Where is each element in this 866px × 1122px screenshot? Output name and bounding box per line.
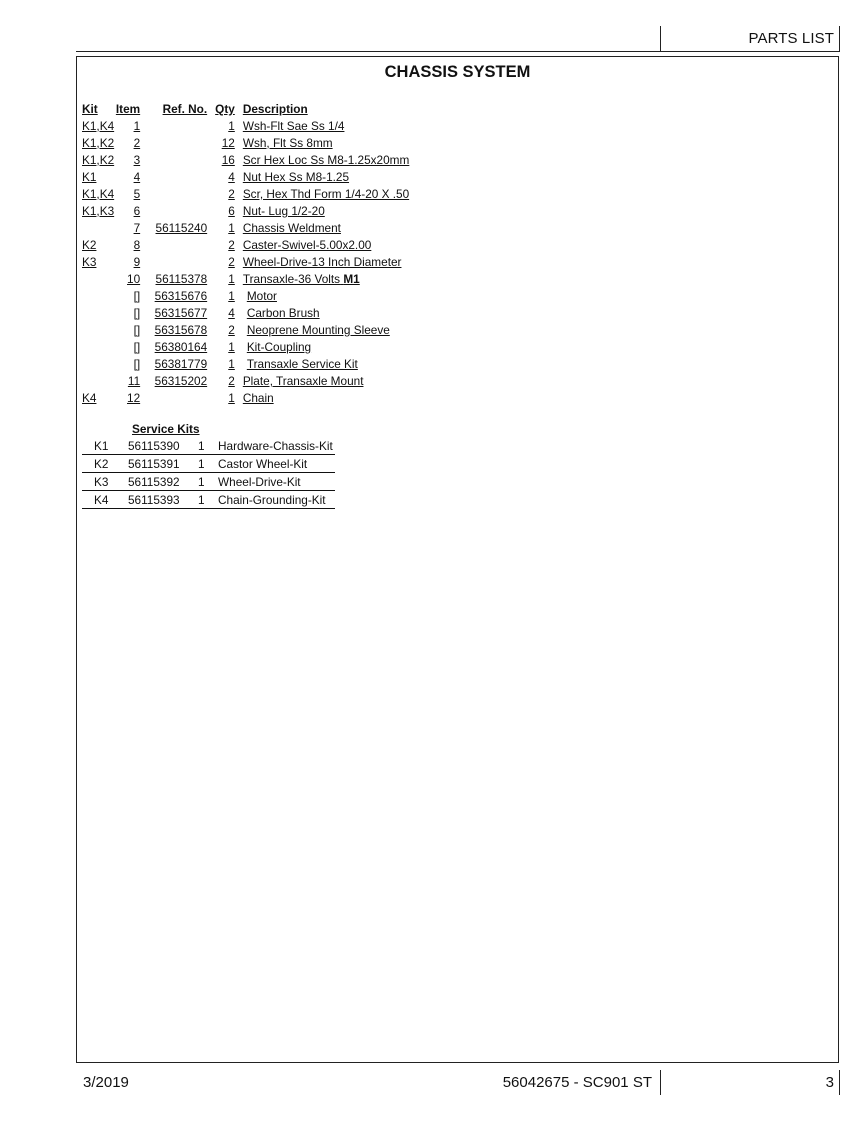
service-kit-description: Hardware-Chassis-Kit: [218, 439, 333, 453]
part-ref-number: [146, 117, 215, 134]
part-item: []: [133, 323, 141, 337]
part-description: [243, 219, 410, 236]
part-description: [243, 202, 410, 219]
col-qty: Qty: [215, 102, 235, 116]
part-qty: 1: [228, 221, 235, 235]
part-item: 11: [127, 374, 141, 388]
part-ref-number: [146, 168, 215, 185]
part-kit: K4: [82, 391, 97, 405]
section-label: PARTS LIST: [748, 30, 834, 47]
part-qty: 2: [228, 187, 235, 201]
service-kit-id: K1: [82, 437, 124, 455]
part-description-text: Plate, Transaxle Mount: [242, 374, 364, 388]
part-description: [243, 151, 410, 168]
parts-row: [82, 372, 409, 389]
part-ref-number: [146, 389, 215, 406]
part-kit: K1: [82, 170, 97, 184]
service-kit-ref: 56115392: [124, 473, 198, 491]
part-qty: 2: [228, 255, 235, 269]
content-frame: [76, 56, 839, 1063]
part-description: [243, 355, 410, 372]
parts-row: [82, 202, 409, 219]
service-kit-ref: 56115391: [124, 455, 198, 473]
part-callout: M1: [343, 272, 360, 286]
part-qty: 4: [228, 170, 235, 184]
service-kit-qty: 1: [198, 455, 218, 473]
part-description: [243, 321, 410, 338]
part-description-text: Kit-Coupling: [246, 340, 312, 354]
part-kit: K3: [82, 255, 97, 269]
part-kit: K1,K4: [82, 187, 115, 201]
service-kit-description: Wheel-Drive-Kit: [218, 473, 335, 491]
col-ref: Ref. No.: [162, 102, 208, 116]
part-kit: K1,K2: [82, 153, 115, 167]
part-qty: 6: [228, 204, 235, 218]
part-qty: 1: [228, 340, 235, 354]
part-description: [243, 185, 410, 202]
parts-row: [82, 287, 409, 304]
part-ref-number: 56315678: [154, 323, 208, 337]
header-rule: [76, 51, 840, 52]
parts-row: [82, 389, 409, 406]
part-item: 4: [133, 170, 141, 184]
part-description: [243, 389, 410, 406]
part-ref-number: [146, 185, 215, 202]
part-item: 7: [133, 221, 141, 235]
page-number: 3: [825, 1074, 834, 1091]
part-kit: [82, 372, 114, 389]
part-qty: 1: [228, 391, 235, 405]
part-item: []: [133, 289, 141, 303]
part-kit: [82, 219, 114, 236]
part-kit: [82, 304, 114, 321]
parts-row: [82, 338, 409, 355]
part-qty: 1: [228, 289, 235, 303]
part-qty: 2: [228, 238, 235, 252]
part-description-text: Nut Hex Ss M8-1.25: [242, 170, 350, 184]
part-item: 12: [127, 391, 141, 405]
part-kit: [82, 270, 114, 287]
part-ref-number: 56381779: [154, 357, 208, 371]
part-qty: 12: [221, 136, 235, 150]
part-item: []: [133, 357, 141, 371]
footer-edge: [839, 1070, 840, 1095]
service-kit-row: [82, 437, 335, 455]
footer-date: 3/2019: [83, 1074, 129, 1091]
part-description: [243, 253, 410, 270]
parts-row: [82, 236, 409, 253]
part-description-text: Chassis Weldment: [242, 221, 341, 235]
part-ref-number: [146, 236, 215, 253]
part-qty: 2: [228, 323, 235, 337]
col-kit: Kit: [82, 102, 98, 116]
service-kit-id: K4: [82, 491, 124, 509]
service-kit-ref: 56115393: [124, 491, 198, 509]
part-description-text: Scr, Hex Thd Form 1/4-20 X .50: [242, 187, 410, 201]
part-description-text: Neoprene Mounting Sleeve: [246, 323, 390, 337]
parts-row: [82, 185, 409, 202]
service-kit-description: Chain-Grounding-Kit: [218, 491, 335, 509]
service-kit-ref: 56115390: [124, 437, 198, 455]
part-item: 9: [133, 255, 141, 269]
parts-row: [82, 253, 409, 270]
part-description: [243, 304, 410, 321]
parts-row: [82, 219, 409, 236]
part-item: 3: [133, 153, 141, 167]
part-ref-number: [146, 151, 215, 168]
col-desc: Description: [242, 102, 308, 116]
part-item: 2: [133, 136, 141, 150]
part-description: [243, 168, 410, 185]
part-qty: 1: [228, 119, 235, 133]
part-kit: K1,K4: [82, 119, 115, 133]
footer-divider: [660, 1070, 661, 1095]
parts-row: [82, 168, 409, 185]
parts-row: [82, 117, 409, 134]
parts-row: [82, 151, 409, 168]
part-description-text: Wsh, Flt Ss 8mm: [242, 136, 333, 150]
part-kit: [82, 321, 114, 338]
col-item: Item: [115, 102, 141, 116]
part-description: [243, 270, 410, 287]
service-kit-id: K2: [82, 455, 124, 473]
part-ref-number: [146, 134, 215, 151]
part-ref-number: 56115378: [155, 272, 208, 286]
part-qty: 1: [228, 272, 235, 286]
part-description-text: Transaxle-36 Volts: [242, 272, 341, 286]
part-description-text: Wsh-Flt Sae Ss 1/4: [242, 119, 345, 133]
part-ref-number: 56315202: [154, 374, 208, 388]
parts-row: [82, 270, 409, 287]
parts-row: [82, 321, 409, 338]
part-qty: 16: [221, 153, 235, 167]
service-kit-id: K3: [82, 473, 124, 491]
part-description: [243, 236, 410, 253]
parts-row: [82, 304, 409, 321]
parts-body: [82, 117, 409, 406]
service-kit-row: [82, 455, 335, 473]
part-item: 8: [133, 238, 141, 252]
footer-doc-number: 56042675 - SC901 ST: [502, 1074, 652, 1091]
part-ref-number: [146, 253, 215, 270]
part-item: 1: [133, 119, 141, 133]
parts-header-row: [82, 100, 409, 117]
part-ref-number: 56380164: [154, 340, 208, 354]
part-kit: K2: [82, 238, 97, 252]
part-ref-number: 56115240: [155, 221, 208, 235]
part-item: []: [133, 306, 141, 320]
parts-row: [82, 355, 409, 372]
part-description-text: Chain: [242, 391, 274, 405]
page-title: CHASSIS SYSTEM: [384, 63, 531, 81]
part-kit: [82, 338, 114, 355]
part-kit: [82, 287, 114, 304]
parts-table: [82, 100, 409, 406]
service-kit-qty: 1: [198, 437, 218, 455]
part-ref-number: 56315677: [154, 306, 208, 320]
service-kits-title: Service Kits: [132, 422, 200, 436]
part-description-text: Carbon Brush: [246, 306, 320, 320]
part-description: [243, 117, 410, 134]
part-qty: 4: [228, 306, 235, 320]
service-kit-qty: 1: [198, 491, 218, 509]
part-description-text: Scr Hex Loc Ss M8-1.25x20mm: [242, 153, 410, 167]
part-item: []: [133, 340, 141, 354]
service-kits-table: [82, 437, 335, 509]
part-description-text: Motor: [246, 289, 277, 303]
part-description-text: Caster-Swivel-5.00x2.00: [242, 238, 372, 252]
part-description: [243, 338, 410, 355]
part-ref-number: [146, 202, 215, 219]
part-ref-number: 56315676: [154, 289, 208, 303]
service-kit-row: [82, 491, 335, 509]
part-item: 6: [133, 204, 141, 218]
part-description: [243, 287, 410, 304]
part-description: [243, 372, 410, 389]
part-description-text: Wheel-Drive-13 Inch Diameter: [242, 255, 402, 269]
service-kit-description: Castor Wheel-Kit: [218, 455, 335, 473]
part-item: 5: [133, 187, 141, 201]
header-edge: [839, 26, 840, 51]
service-kit-qty: 1: [198, 473, 218, 491]
part-qty: 2: [228, 374, 235, 388]
parts-row: [82, 134, 409, 151]
part-description-text: Nut- Lug 1/2-20: [242, 204, 325, 218]
part-kit: [82, 355, 114, 372]
part-item: 10: [127, 272, 141, 286]
service-kits-body: [82, 437, 335, 509]
part-qty: 1: [228, 357, 235, 371]
header-divider: [660, 26, 661, 51]
part-kit: K1,K2: [82, 136, 115, 150]
part-description: [243, 134, 410, 151]
part-description-text: Transaxle Service Kit: [246, 357, 358, 371]
service-kit-row: [82, 473, 335, 491]
part-kit: K1,K3: [82, 204, 115, 218]
